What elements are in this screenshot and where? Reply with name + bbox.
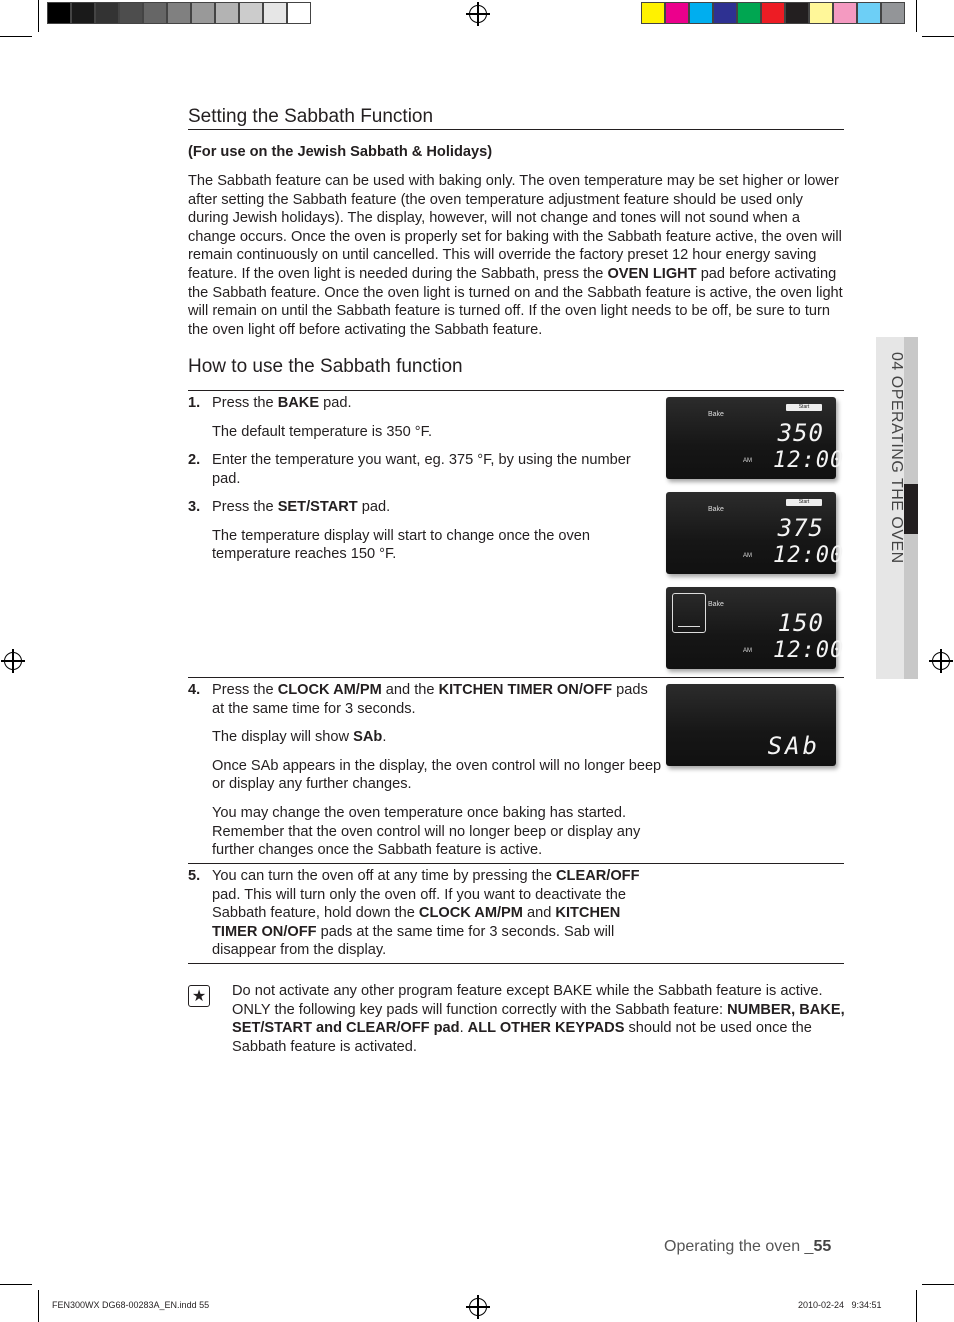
- color-swatch: [713, 2, 737, 24]
- crop-mark: [38, 1290, 39, 1322]
- clock-readout: 12:00: [773, 543, 845, 568]
- gray-swatch: [191, 2, 215, 24]
- am-indicator: AM: [743, 648, 752, 654]
- am-indicator: AM: [743, 553, 752, 559]
- gray-swatch: [215, 2, 239, 24]
- color-swatch: [785, 2, 809, 24]
- gray-swatch: [167, 2, 191, 24]
- bake-label: Bake: [708, 601, 724, 608]
- bake-label: Bake: [708, 411, 724, 418]
- note-star-icon: ★: [188, 985, 210, 1007]
- title-rule: [188, 129, 844, 130]
- step-divider: [188, 863, 844, 864]
- color-swatch: [689, 2, 713, 24]
- crop-mark: [38, 0, 39, 32]
- steps-bottom-rule: [188, 963, 844, 964]
- registration-mark-icon: [932, 652, 950, 670]
- step-number: 3.: [188, 499, 201, 515]
- color-swatch: [737, 2, 761, 24]
- gray-swatch: [239, 2, 263, 24]
- gray-swatch: [143, 2, 167, 24]
- temperature-readout: 150: [777, 609, 824, 637]
- crop-mark: [922, 1284, 954, 1285]
- gray-swatch: [263, 2, 287, 24]
- clock-readout: 12:00: [773, 448, 845, 473]
- howto-title: How to use the Sabbath function: [188, 356, 463, 377]
- temperature-readout: 375: [777, 514, 824, 542]
- oven-display-sab: [666, 684, 836, 766]
- oven-display-375: [666, 492, 845, 574]
- step-5: You can turn the oven off at any time by pressing the CLEAR/OFF pad. This will turn only the oven off. If you want to deactivate the Sabbath feature, hold down the CLOCK AM/PM and KITCHEN TIMER ON/OFF pads at the same time for 3 seconds. Sab will disappear from the display.: [212, 868, 640, 959]
- steps-top-rule: [188, 390, 844, 391]
- clock-readout: 12:00: [773, 638, 845, 663]
- chapter-marker: [904, 484, 918, 534]
- bake-label: Bake: [708, 506, 724, 513]
- color-swatch: [833, 2, 857, 24]
- step-3: Press the SET/START pad. The temperature display will start to change once the oven temperature reaches 150 °F.: [212, 499, 591, 563]
- oven-display-150: [666, 587, 845, 669]
- page-footer: Operating the oven _55: [664, 1238, 832, 1255]
- color-swatch: [809, 2, 833, 24]
- gray-swatch: [47, 2, 71, 24]
- intro-paragraph: The Sabbath feature can be used with baking only. The oven temperature may be set higher or lower after setting the Sabbath feature (the oven temperature adjustment feature should be used only during Jewish holidays). The display, however, will not change and tones will not sound when a change occurs. Once the oven is properly set for baking with the Sabbath feature active, the oven will remain continuously on until cancelled. This will override the factory preset 12 hour energy saving feature. If the oven light is needed during the Sabbath, press the OVEN LIGHT pad before activating the Sabbath feature. Once the oven light is turned on and the Sabbath feature is active, the oven light will remain on until the Sabbath feature is turned off. If the oven light needs to be off, be sure to turn the oven light off before activating the Sabbath feature.: [188, 173, 843, 338]
- start-indicator: Start: [786, 499, 822, 506]
- registration-mark-icon: [469, 1298, 487, 1316]
- step-number: 1.: [188, 395, 201, 411]
- registration-mark-icon: [4, 652, 22, 670]
- gray-swatch: [71, 2, 95, 24]
- temperature-readout: 350: [777, 419, 824, 447]
- color-swatch: [857, 2, 881, 24]
- start-indicator: Start: [786, 404, 822, 411]
- step-number: 4.: [188, 682, 201, 698]
- crop-mark: [916, 0, 917, 32]
- crop-mark: [0, 36, 32, 37]
- gray-swatch: [95, 2, 119, 24]
- sabbath-readout: SAb: [767, 732, 820, 760]
- crop-mark: [0, 1284, 32, 1285]
- color-swatch: [761, 2, 785, 24]
- registration-mark-icon: [469, 5, 487, 23]
- step-2: Enter the temperature you want, eg. 375 °F, by using the number pad.: [212, 452, 631, 487]
- chapter-label: 04 OPERATING THE OVEN: [888, 352, 905, 564]
- preheat-icon: [672, 593, 706, 633]
- print-date: 2010-02-24 9:34:51: [798, 1300, 882, 1310]
- color-swatch: [641, 2, 665, 24]
- step-4: Press the CLOCK AM/PM and the KITCHEN TIMER ON/OFF pads at the same time for 3 seconds. The display will show SAb. Once SAb appears in the display, the oven control will no longer beep or display any further changes. You may change the oven temperature once baking has started. Remember that the oven control will no longer beep or display any further changes once the Sabbath feature is active.: [212, 682, 662, 859]
- section-title: Setting the Sabbath Function: [188, 106, 434, 127]
- step-number: 5.: [188, 868, 201, 884]
- step-1: Press the BAKE pad. The default temperature is 350 °F.: [212, 395, 432, 440]
- section-subtitle: (For use on the Jewish Sabbath & Holidays): [188, 144, 493, 160]
- am-indicator: AM: [743, 458, 752, 464]
- crop-mark: [922, 36, 954, 37]
- gray-swatch: [287, 2, 311, 24]
- step-divider: [188, 677, 844, 678]
- color-swatch: [881, 2, 905, 24]
- color-swatch: [665, 2, 689, 24]
- step-number: 2.: [188, 452, 201, 468]
- crop-mark: [916, 1290, 917, 1322]
- file-info: FEN300WX DG68-00283A_EN.indd 55: [52, 1300, 210, 1310]
- note-paragraph: Do not activate any other program feature except BAKE while the Sabbath feature is active. ONLY the following key pads will function correctly with the Sabbath feature: NUMBER, BAKE, SET/START and CLEAR/OFF pad. ALL OTHER KEYPADS should not be used once the Sabbath feature is activated.: [232, 983, 845, 1055]
- oven-display-350: [666, 397, 845, 479]
- gray-swatch: [119, 2, 143, 24]
